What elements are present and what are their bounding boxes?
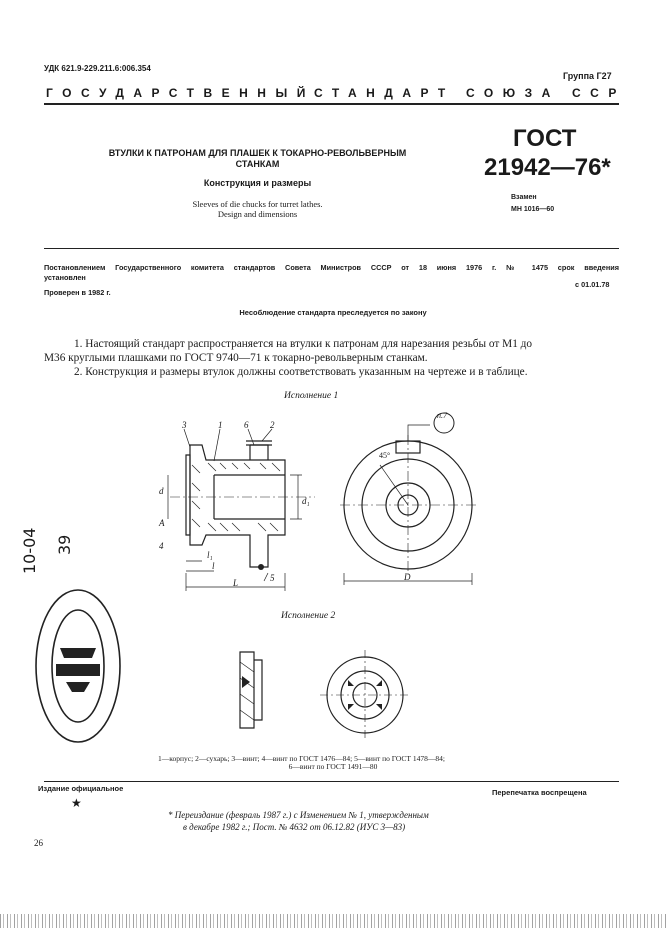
banner-word-3: СОЮЗА [466,86,560,100]
label-4: 4 [159,541,164,551]
page-number: 26 [34,838,43,848]
label-3: 3 [182,420,187,430]
decree-rule [44,248,619,249]
scan-edge-noise [0,914,666,928]
label-d1: d₁ [302,496,310,506]
label-l: l [212,561,215,571]
official-edition: Издание официальное [38,784,124,793]
reissue-line-2: в декабре 1982 г.; Пост. № 4632 от 06.12.82 (ИУС 3—83) [183,822,406,832]
label-d: d [159,486,164,496]
title-line-2: СТАНКАМ [235,159,280,169]
decree-established: установлен [44,273,86,282]
group-code: Группа Г27 [563,71,612,81]
legend-line-2: 6—винт по ГОСТ 1491—80 [288,762,378,771]
english-title-2: Design and dimensions [217,209,298,219]
decree-text: Постановлением Государственного комитета стандартов Совета Министров СССР от 18 июня 1976 г. № 1475 срок введения [44,263,619,272]
label-l1: l₁ [207,550,213,560]
banner-word-4: ССР [572,86,626,100]
label-A: A [159,518,165,528]
handwritten-number-1: 10-04 [20,527,39,574]
handwritten-number-2: 39 [55,534,74,555]
star-mark: ★ [71,796,82,810]
udk-code: УДК 621.9-229.211.6:006.354 [44,64,151,73]
paragraph-1b: М36 круглыми плашками по ГОСТ 9740—71 к токарно-револьверным станкам. [44,352,428,364]
label-6: 6 [244,420,249,430]
banner-word-2: СТАНДАРТ [314,86,455,100]
version-2-side-view [232,648,272,733]
english-title-1: Sleeves of die chucks for turret lathes. [192,199,323,209]
version-2-front-view [320,650,410,740]
footer-rule [44,781,619,782]
title-line-1: ВТУЛКИ К ПАТРОНАМ ДЛЯ ПЛАШЕК К ТОКАРНО-РЕВОЛЬВЕРНЫМ [108,148,407,158]
label-2: 2 [270,420,275,430]
paragraph-1a: 1. Настоящий стандарт распространяется на втулки к патронам для нарезания резьбы от М1 до [74,338,533,350]
gost-label: ГОСТ [513,125,577,152]
label-5: 5 [270,573,275,583]
version-2-caption: Исполнение 2 [281,611,336,621]
gost-number: 21942—76* [484,154,611,181]
label-L: L [233,578,239,588]
paragraph-2: 2. Конструкция и размеры втулок должны соответствовать указанным на чертеже и в таблице. [74,366,528,378]
note-ref: п.7 [437,411,447,420]
label-D: D [404,572,411,582]
label-1: 1 [218,420,223,430]
replaced-doc: МН 1016—60 [511,206,555,213]
library-stamp [30,586,126,746]
reissue-line-1: * Переиздание (февраль 1987 г.) с Изменением № 1, утвержденным [168,810,429,820]
banner-word-1: ГОСУДАРСТВЕННЫЙ [46,86,315,100]
subtitle: Конструкция и размеры [203,178,312,188]
reprint-prohibited: Перепечатка воспрещена [492,788,587,797]
checked-year: Проверен в 1982 г. [44,288,111,297]
label-angle: 45° [379,451,391,460]
law-warning: Несоблюдение стандарта преследуется по закону [239,308,427,317]
replaces-label: Взамен [511,194,537,201]
banner-rule [44,103,619,105]
legend-line-1: 1—корпус; 2—сухарь; 3—винт; 4—винт по ГОСТ 1476—84; 5—винт по ГОСТ 1478—84; [158,754,445,763]
decree-date: с 01.01.78 [575,280,610,289]
version-1-caption: Исполнение 1 [284,391,339,401]
